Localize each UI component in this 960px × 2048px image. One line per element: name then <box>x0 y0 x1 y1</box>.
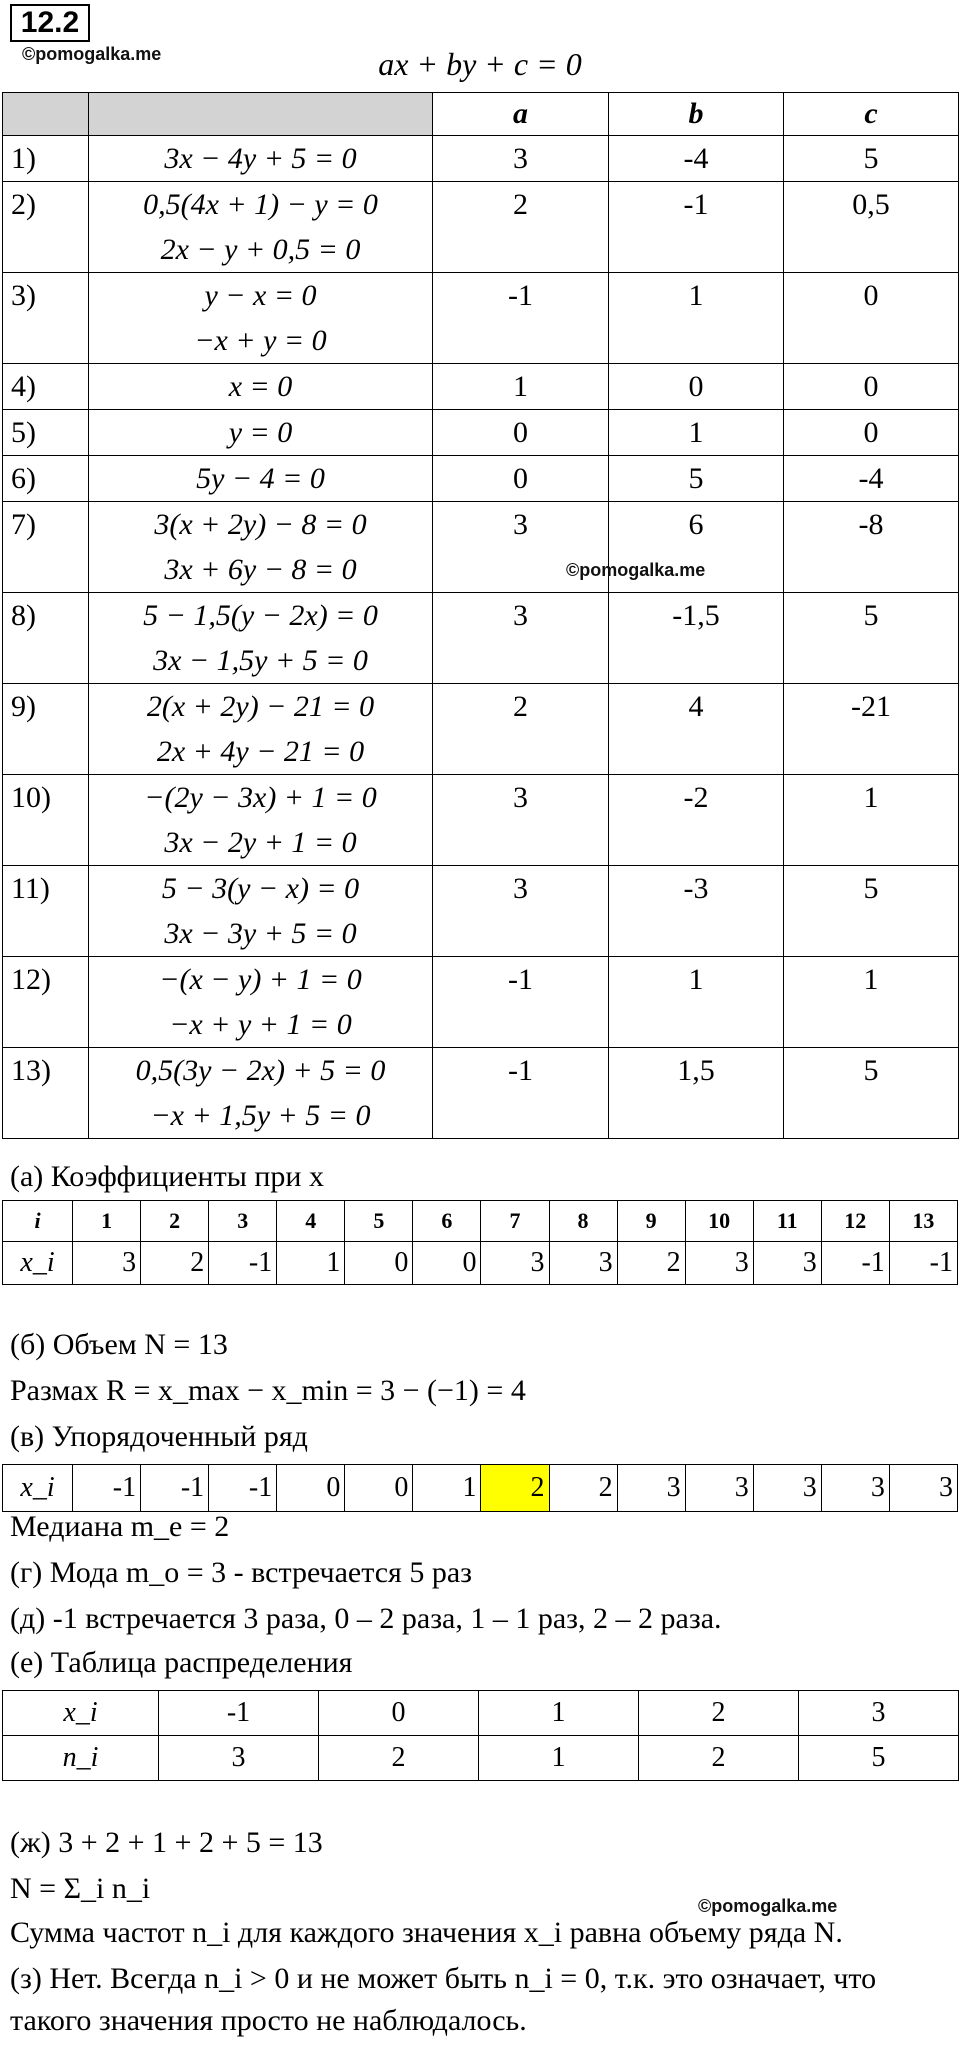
row-number: 3) <box>3 273 89 364</box>
distribution-n-cell: 5 <box>799 1736 959 1781</box>
index-cell: 1 <box>73 1201 141 1242</box>
equation-original: y − x = 0 <box>204 279 317 312</box>
coefficient-a: 2 <box>433 182 609 273</box>
equation-standard: −x + 1,5y + 5 = 0 <box>150 1099 371 1132</box>
sum-line: (ж) 3 + 2 + 1 + 2 + 5 = 13 <box>10 1826 323 1859</box>
distribution-table <box>2 1690 959 1781</box>
value-cell: 2 <box>141 1242 209 1285</box>
coefficient-b: -1,5 <box>609 593 784 684</box>
ordered-cell: 3 <box>617 1465 685 1512</box>
section-a-text: (а) Коэффициенты при x <box>10 1160 324 1193</box>
coefficient-a: 2 <box>433 684 609 775</box>
index-cell: 7 <box>481 1201 549 1242</box>
distribution-x-cell: 2 <box>639 1691 799 1736</box>
value-cell: -1 <box>209 1242 277 1285</box>
row-number: 12) <box>3 957 89 1048</box>
mode-line: (г) Мода m_o = 3 - встречается 5 раз <box>10 1556 472 1589</box>
coefficient-c: 5 <box>784 593 959 684</box>
coefficient-a: 3 <box>433 775 609 866</box>
coefficient-c: -21 <box>784 684 959 775</box>
ordered-cell: 1 <box>413 1465 481 1512</box>
row-number: 7) <box>3 502 89 593</box>
value-cell: -1 <box>821 1242 889 1285</box>
equation-standard: 3x − 3y + 5 = 0 <box>164 917 357 950</box>
coefficient-b: -4 <box>609 136 784 182</box>
index-cell: 4 <box>277 1201 345 1242</box>
coefficient-a: -1 <box>433 957 609 1048</box>
coefficient-b: 1 <box>609 410 784 456</box>
equation-original: 0,5(3y − 2x) + 5 = 0 <box>135 1054 386 1087</box>
coefficient-a: 3 <box>433 136 609 182</box>
row-number: 1) <box>3 136 89 182</box>
value-cell: 0 <box>345 1242 413 1285</box>
equation-standard: 2x − y + 0,5 = 0 <box>160 233 361 266</box>
equation-standard: 3x − 2y + 1 = 0 <box>164 826 357 859</box>
coefficient-c: 0,5 <box>784 182 959 273</box>
table-row <box>3 273 959 364</box>
coefficient-b: 4 <box>609 684 784 775</box>
section-z-line2: такого значения просто не наблюдалось. <box>10 2004 527 2037</box>
watermark-middle: ©pomogalka.me <box>566 560 706 580</box>
distribution-n-header: n_i <box>3 1736 159 1781</box>
row-equation <box>89 364 433 410</box>
section-z-line1: (з) Нет. Всегда n_i > 0 и не может быть n_i = 0, т.к. это означает, что <box>10 1962 877 1995</box>
table-header-row <box>3 93 959 136</box>
coefficient-c: 1 <box>784 957 959 1048</box>
equation-standard: −x + y + 1 = 0 <box>169 1008 352 1041</box>
distribution-x-cell: 1 <box>479 1691 639 1736</box>
coefficient-c: -8 <box>784 502 959 593</box>
distribution-x-cell: 0 <box>319 1691 479 1736</box>
coefficient-c: 0 <box>784 410 959 456</box>
equation-standard: 2x + 4y − 21 = 0 <box>156 735 365 768</box>
coefficient-b: 5 <box>609 456 784 502</box>
row-number: 9) <box>3 684 89 775</box>
row-number: 8) <box>3 593 89 684</box>
equation-original: −(2y − 3x) + 1 = 0 <box>144 781 377 814</box>
value-cell: 3 <box>73 1242 141 1285</box>
index-cell: 6 <box>413 1201 481 1242</box>
table-row <box>3 502 959 593</box>
ordered-cell: -1 <box>209 1465 277 1512</box>
table-row <box>3 182 959 273</box>
section-a-label <box>10 1160 324 1194</box>
row-equation <box>89 456 433 502</box>
table-row <box>3 364 959 410</box>
index-cell: 10 <box>685 1201 753 1242</box>
ordered-cell: 3 <box>685 1465 753 1512</box>
index-cell: 2 <box>141 1201 209 1242</box>
counts-line: (д) -1 встречается 3 раза, 0 – 2 раза, 1 – 1 раз, 2 – 2 раза. <box>10 1602 722 1635</box>
coefficient-a: 3 <box>433 502 609 593</box>
header-equation: ax + by + c = 0 <box>378 46 582 82</box>
value-cell: 3 <box>685 1242 753 1285</box>
table-row <box>3 456 959 502</box>
index-cell: 12 <box>821 1201 889 1242</box>
row-equation <box>89 410 433 456</box>
ordered-cell: 3 <box>753 1465 821 1512</box>
row-equation <box>89 684 433 775</box>
coefficient-a: 3 <box>433 866 609 957</box>
coefficient-a: 0 <box>433 410 609 456</box>
value-cell: 3 <box>481 1242 549 1285</box>
coefficient-a: 0 <box>433 456 609 502</box>
table-row <box>3 593 959 684</box>
distribution-x-row <box>3 1691 959 1736</box>
index-cell: 9 <box>617 1201 685 1242</box>
index-header: i <box>3 1201 73 1242</box>
row-number: 5) <box>3 410 89 456</box>
coefficient-b: 6 <box>609 502 784 593</box>
row-equation <box>89 866 433 957</box>
header-empty-cell <box>89 93 433 136</box>
coefficient-b: 1,5 <box>609 1048 784 1139</box>
table-row <box>3 684 959 775</box>
coefficient-c: 5 <box>784 1048 959 1139</box>
row-number: 6) <box>3 456 89 502</box>
coefficients-table <box>2 92 959 1139</box>
value-header: x_i <box>3 1242 73 1285</box>
equation-original: 3x − 4y + 5 = 0 <box>164 142 357 175</box>
row-number: 13) <box>3 1048 89 1139</box>
frequency-sum-line: Сумма частот n_i для каждого значения x_i равна объему ряда N. <box>10 1916 843 1949</box>
row-equation <box>89 593 433 684</box>
row-number: 11) <box>3 866 89 957</box>
ordered-cell: 2 <box>549 1465 617 1512</box>
row-equation <box>89 502 433 593</box>
equation-original: −(x − y) + 1 = 0 <box>159 963 362 996</box>
coefficient-a: 1 <box>433 364 609 410</box>
header-c: c <box>784 93 959 136</box>
equation-original: 5 − 3(y − x) = 0 <box>161 872 360 905</box>
coefficient-a: -1 <box>433 273 609 364</box>
coefficient-c: 0 <box>784 364 959 410</box>
equation-standard: −x + y = 0 <box>194 324 327 357</box>
coefficient-b: 1 <box>609 957 784 1048</box>
table-row <box>3 775 959 866</box>
x-coefficients-table <box>2 1200 958 1285</box>
n-formula-line: N = Σ_i n_i <box>10 1872 151 1905</box>
value-row <box>3 1242 958 1285</box>
section-b-range: Размах R = x_max − x_min = 3 − (−1) = 4 <box>10 1374 526 1407</box>
distribution-x-cell: 3 <box>799 1691 959 1736</box>
equation-original: 5 − 1,5(y − 2x) = 0 <box>143 599 378 632</box>
coefficient-c: 5 <box>784 136 959 182</box>
table-row <box>3 957 959 1048</box>
coefficient-a: -1 <box>433 1048 609 1139</box>
coefficient-c: 5 <box>784 866 959 957</box>
table-row <box>3 866 959 957</box>
coefficient-a: 3 <box>433 593 609 684</box>
value-cell: 0 <box>413 1242 481 1285</box>
distribution-x-header: x_i <box>3 1691 159 1736</box>
row-equation <box>89 1048 433 1139</box>
watermark-top: ©pomogalka.me <box>22 44 162 64</box>
value-cell: 3 <box>753 1242 821 1285</box>
row-equation <box>89 273 433 364</box>
section-b-volume: (б) Объем N = 13 <box>10 1328 228 1361</box>
equation-original: 5y − 4 = 0 <box>196 462 325 495</box>
ordered-cell: 0 <box>345 1465 413 1512</box>
section-e-label: (е) Таблица распределения <box>10 1646 353 1679</box>
value-cell: 3 <box>549 1242 617 1285</box>
equation-original: 2(x + 2y) − 21 = 0 <box>146 690 375 723</box>
distribution-n-cell: 1 <box>479 1736 639 1781</box>
row-equation <box>89 775 433 866</box>
coefficient-b: 0 <box>609 364 784 410</box>
equation-standard: 3x + 6y − 8 = 0 <box>164 553 357 586</box>
problem-number: 12.2 <box>10 4 90 42</box>
ordered-cell: 0 <box>277 1465 345 1512</box>
value-cell: -1 <box>889 1242 957 1285</box>
table-row <box>3 136 959 182</box>
coefficient-b: 1 <box>609 273 784 364</box>
ordered-cell: -1 <box>141 1465 209 1512</box>
index-cell: 5 <box>345 1201 413 1242</box>
distribution-n-cell: 2 <box>639 1736 799 1781</box>
header-a: a <box>433 93 609 136</box>
index-cell: 3 <box>209 1201 277 1242</box>
distribution-n-cell: 3 <box>159 1736 319 1781</box>
section-v-label: (в) Упорядоченный ряд <box>10 1420 308 1453</box>
header-b: b <box>609 93 784 136</box>
ordered-row <box>3 1465 958 1512</box>
coefficient-c: -4 <box>784 456 959 502</box>
header-empty-cell <box>3 93 89 136</box>
row-number: 4) <box>3 364 89 410</box>
index-row <box>3 1201 958 1242</box>
coefficient-c: 0 <box>784 273 959 364</box>
ordered-cell: -1 <box>73 1465 141 1512</box>
median-line: Медиана m_e = 2 <box>10 1510 230 1543</box>
coefficient-b: -3 <box>609 866 784 957</box>
coefficient-b: -1 <box>609 182 784 273</box>
watermark-bottom: ©pomogalka.me <box>698 1896 838 1916</box>
distribution-n-row <box>3 1736 959 1781</box>
median-cell: 2 <box>481 1465 549 1512</box>
coefficient-c: 1 <box>784 775 959 866</box>
ordered-cell: 3 <box>889 1465 957 1512</box>
value-cell: 2 <box>617 1242 685 1285</box>
row-number: 2) <box>3 182 89 273</box>
row-number: 10) <box>3 775 89 866</box>
ordered-cell: 3 <box>821 1465 889 1512</box>
row-equation <box>89 957 433 1048</box>
equation-original: y = 0 <box>228 416 293 449</box>
distribution-x-cell: -1 <box>159 1691 319 1736</box>
equation-original: 3(x + 2y) − 8 = 0 <box>154 508 367 541</box>
value-cell: 1 <box>277 1242 345 1285</box>
equation-standard: 3x − 1,5y + 5 = 0 <box>153 644 368 677</box>
equation-original: x = 0 <box>228 370 293 403</box>
distribution-n-cell: 2 <box>319 1736 479 1781</box>
table-row <box>3 1048 959 1139</box>
index-cell: 11 <box>753 1201 821 1242</box>
equation-original: 0,5(4x + 1) − y = 0 <box>143 188 378 221</box>
coefficient-b: -2 <box>609 775 784 866</box>
table-row <box>3 410 959 456</box>
ordered-header: x_i <box>3 1465 73 1512</box>
row-equation <box>89 182 433 273</box>
ordered-series-table <box>2 1464 958 1512</box>
index-cell: 8 <box>549 1201 617 1242</box>
index-cell: 13 <box>889 1201 957 1242</box>
row-equation <box>89 136 433 182</box>
